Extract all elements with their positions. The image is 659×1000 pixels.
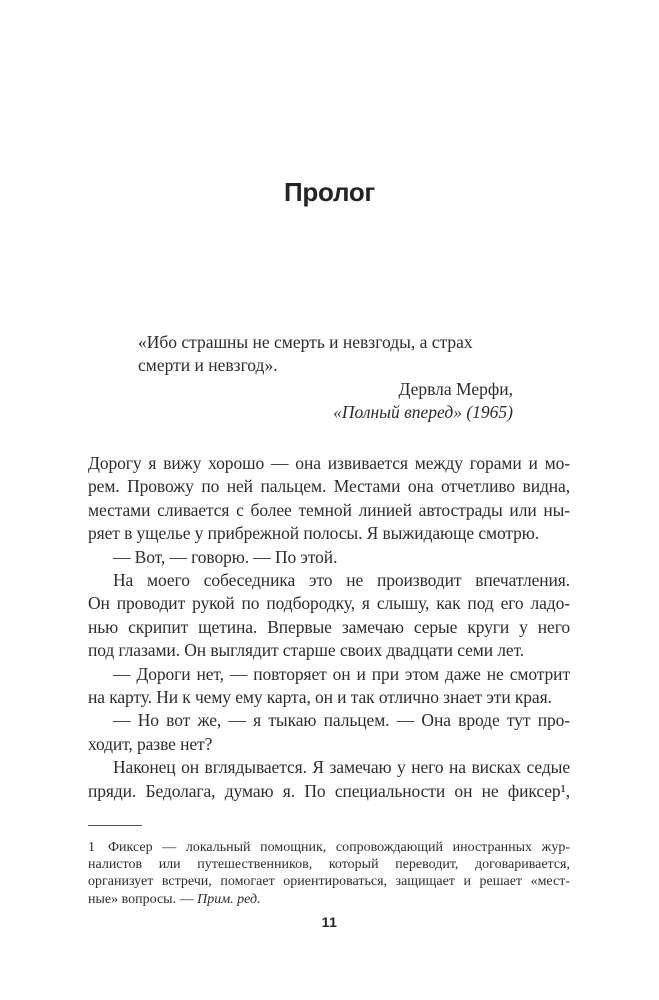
- body-line: — Дороги нет, — повторяет он и при этом даже не смотрит: [113, 663, 570, 684]
- body-line: — Вот, — говорю. — По этой.: [113, 546, 338, 567]
- body-line: на карту. Ни к чему ему карта, он и так отлично знает эти края.: [88, 687, 552, 708]
- footnote-line: [88, 839, 570, 856]
- body-line: под глазами. Он выглядит старше своих двадцати семи лет.: [88, 640, 525, 661]
- body-line: На моего собеседника это не производит впечатления.: [113, 570, 570, 591]
- body-line: местами сливается с более темной линией автострады или ны-: [88, 499, 570, 520]
- body-line: Дорогу я вижу хорошо — она извивается между горами и мо-: [88, 453, 570, 473]
- chapter-title: Пролог: [284, 177, 375, 207]
- body-line: Он проводит рукой по подбородку, я слышу, как под его ладо-: [88, 593, 570, 614]
- body-line: нью скрипит щетина. Впервые замечаю серые круги у него: [88, 616, 570, 637]
- epigraph: [138, 331, 513, 425]
- footnote: [88, 839, 570, 908]
- footnote-line: организует встречи, помогает ориентироваться, защищает и решает «мест-: [88, 874, 570, 890]
- page-number: 11: [321, 914, 338, 930]
- body-line: рем. Провожу по ней пальцем. Местами она отчетливо видна,: [88, 476, 570, 497]
- epigraph-source: «Полный вперед» (1965): [333, 402, 513, 423]
- footnote-divider: [88, 825, 142, 826]
- epigraph-author: Дервла Мерфи,: [398, 378, 513, 399]
- body-line: Наконец он вглядывается. Я замечаю у него на висках седые: [113, 757, 570, 778]
- body-line: ряет в ущелье у прибрежной полосы. Я выжидающе смотрю.: [88, 523, 540, 544]
- footnote-marker: 1: [88, 840, 95, 855]
- body-text: [88, 452, 570, 803]
- body-line: ходит, разве нет?: [88, 733, 213, 754]
- body-line: пряди. Бедолага, думаю я. По специальности он не фиксер¹,: [88, 780, 570, 801]
- epigraph-quote-line: «Ибо страшны не смерть и невзгоды, а страх: [138, 332, 473, 352]
- footnote-line: [88, 891, 570, 908]
- epigraph-quote-line: смерти и невзгод».: [138, 355, 278, 376]
- footnote-line-text: Фиксер — локальный помощник, сопровождающий иностранных жур-: [108, 840, 570, 855]
- body-line: — Но вот же, — я тыкаю пальцем. — Она вроде тут про-: [113, 710, 570, 731]
- footnote-line-text: ные» вопросы. —: [88, 891, 198, 907]
- footnote-line: налистов или путешественников, который переводит, договаривается,: [88, 857, 570, 873]
- footnote-editor-note: Прим. ред.: [197, 891, 261, 907]
